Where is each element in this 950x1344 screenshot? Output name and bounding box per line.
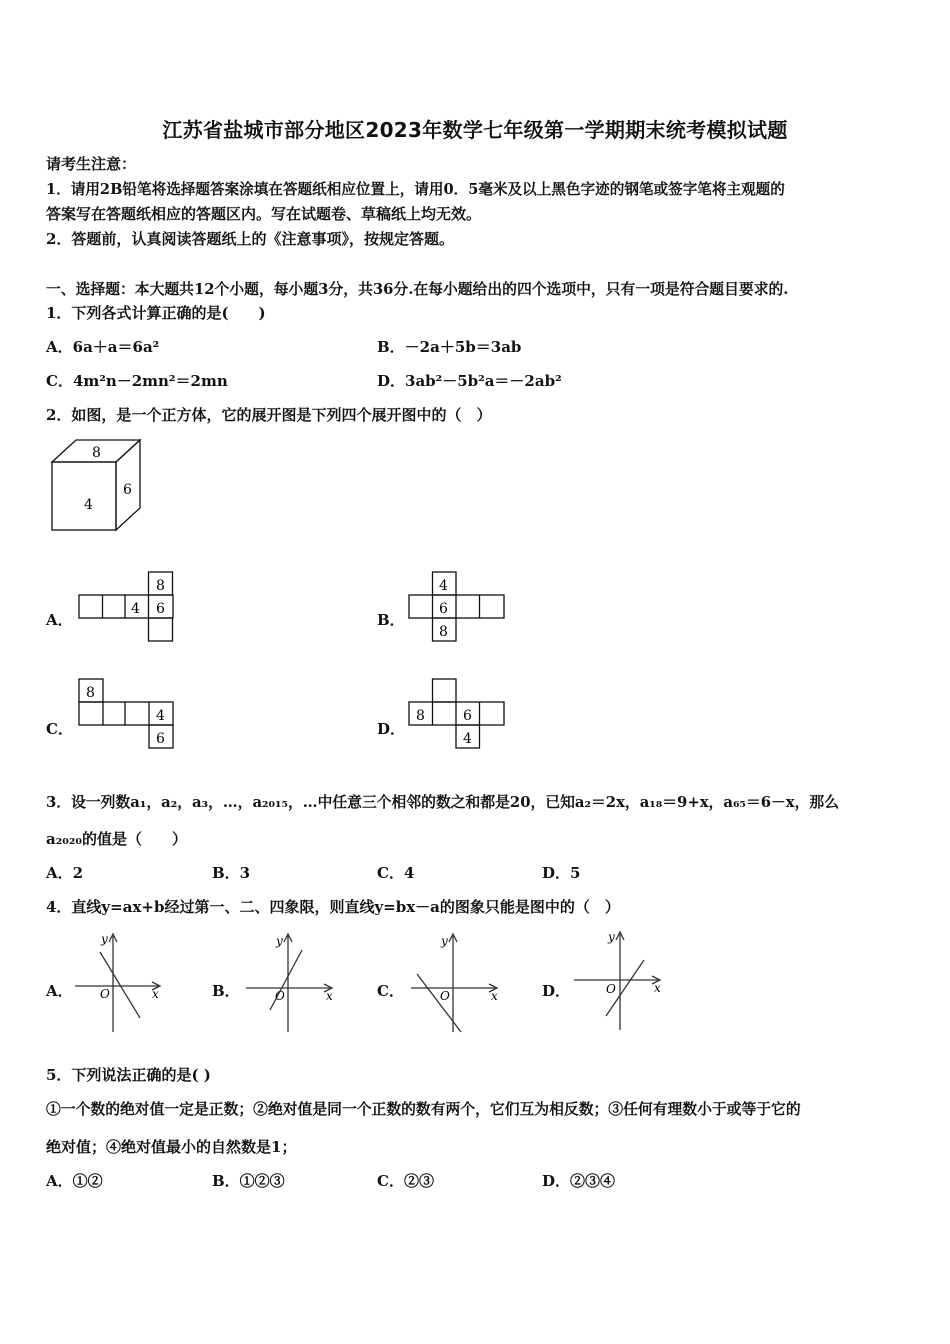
q3-option-b: B．3: [212, 864, 251, 882]
graph-b-y-label: y: [276, 934, 283, 948]
notice-line-1b: 答案写在答题纸相应的答题区内。写在试题卷、草稿纸上均无效。: [46, 205, 482, 223]
q3-stem-line-1: 3．设一列数a₁，a₂，a₃，…，a₂₀₁₅，…中任意三个相邻的数之和都是20，已知a₂＝2x，a₁₈＝9+x，a₆₅＝6－x，那么: [46, 794, 840, 811]
section-1-heading: 一、选择题：本大题共12个小题，每小题3分，共36分.在每小题给出的四个选项中，只有一项是符合题目要求的.: [46, 281, 789, 298]
cube-top-number: 8: [92, 445, 101, 461]
net-b-number-3: 8: [439, 624, 448, 640]
q5-option-b: B．①②③: [212, 1172, 285, 1190]
q2-net-a: [78, 570, 178, 644]
net-c-number-2: 4: [156, 708, 165, 724]
graph-c-origin-label: O: [440, 989, 450, 1003]
q5-statement-line-1: ①一个数的绝对值一定是正数；②绝对值是同一个正数的数有两个，它们互为相反数；③任何有理数小于或等于它的: [46, 1101, 801, 1118]
graph-d-y-label: y: [608, 930, 615, 944]
q2-net-b: [408, 570, 508, 644]
q4-graph-b: [240, 930, 340, 1036]
q2-label-b: B．: [377, 611, 405, 629]
notice-line-1a: 1．请用2B铅笔将选择题答案涂填在答题纸相应位置上，请用0．5毫米及以上黑色字迹的钢笔或签字笔将主观题的: [46, 181, 785, 198]
q4-graph-d: [570, 930, 670, 1036]
graph-c-x-label: x: [491, 989, 498, 1003]
net-a-number-1: 8: [156, 578, 165, 594]
cube-front-number: 4: [84, 497, 93, 513]
net-d-number-1: 8: [416, 708, 425, 724]
graph-a-origin-label: O: [100, 987, 110, 1001]
net-a-number-3: 6: [156, 601, 165, 617]
notice-heading: 请考生注意：: [46, 155, 137, 173]
q2-stem: 2．如图，是一个正方体，它的展开图是下列四个展开图中的（ ）: [46, 406, 492, 424]
cube-right-number: 6: [123, 482, 132, 498]
q3-option-d: D．5: [542, 864, 581, 882]
q2-label-a: A．: [46, 611, 73, 629]
graph-a-y-label: y: [101, 932, 108, 946]
q1-option-d: D．3ab²－5b²a＝－2ab²: [377, 372, 562, 390]
graph-d-x-label: x: [654, 981, 661, 995]
q3-option-c: C．4: [377, 864, 415, 882]
graph-b-x-label: x: [326, 989, 333, 1003]
net-d-number-2: 6: [463, 708, 472, 724]
graph-d-origin-label: O: [606, 982, 616, 996]
q5-option-c: C．②③: [377, 1172, 434, 1190]
net-d-number-3: 4: [463, 731, 472, 747]
q3-option-a: A．2: [46, 864, 84, 882]
q1-option-c: C．4m²n－2mn²＝2mn: [46, 372, 228, 390]
notice-line-2: 2．答题前，认真阅读答题纸上的《注意事项》，按规定答题。: [46, 230, 454, 248]
q4-label-d: D．: [542, 982, 571, 1000]
q4-stem: 4．直线y=ax+b经过第一、二、四象限，则直线y=bx－a的图象只能是图中的（ ）: [46, 898, 620, 916]
net-c-number-3: 6: [156, 731, 165, 747]
graph-a-x-label: x: [152, 987, 159, 1001]
q2-label-c: C．: [46, 720, 73, 738]
net-b-number-2: 6: [439, 601, 448, 617]
q5-option-d: D．②③④: [542, 1172, 616, 1190]
page-title: 江苏省盐城市部分地区2023年数学七年级第一学期期末统考模拟试题: [162, 118, 788, 142]
q4-label-c: C．: [377, 982, 404, 1000]
graph-b-origin-label: O: [275, 989, 285, 1003]
q2-cube-figure: [46, 436, 146, 536]
q3-stem-line-2: a₂₀₂₀的值是（ ）: [46, 830, 187, 848]
q2-label-d: D．: [377, 720, 406, 738]
q5-statement-line-2: 绝对值；④绝对值最小的自然数是1；: [46, 1138, 297, 1156]
q1-stem: 1．下列各式计算正确的是( ): [46, 304, 266, 322]
q1-option-a: A．6a＋a＝6a²: [46, 338, 160, 356]
q2-net-d: [408, 677, 508, 751]
q2-net-c: [78, 677, 178, 751]
q4-graph-c: [405, 930, 505, 1036]
q1-option-b: B．－2a＋5b＝3ab: [377, 338, 522, 356]
net-c-number-1: 8: [86, 685, 95, 701]
q5-option-a: A．①②: [46, 1172, 103, 1190]
q4-label-b: B．: [212, 982, 240, 1000]
q5-stem: 5．下列说法正确的是( ): [46, 1066, 211, 1084]
net-a-number-2: 4: [131, 601, 140, 617]
net-b-number-1: 4: [439, 578, 448, 594]
q4-graph-a: [70, 930, 170, 1036]
graph-c-y-label: y: [441, 934, 448, 948]
q4-label-a: A．: [46, 982, 73, 1000]
